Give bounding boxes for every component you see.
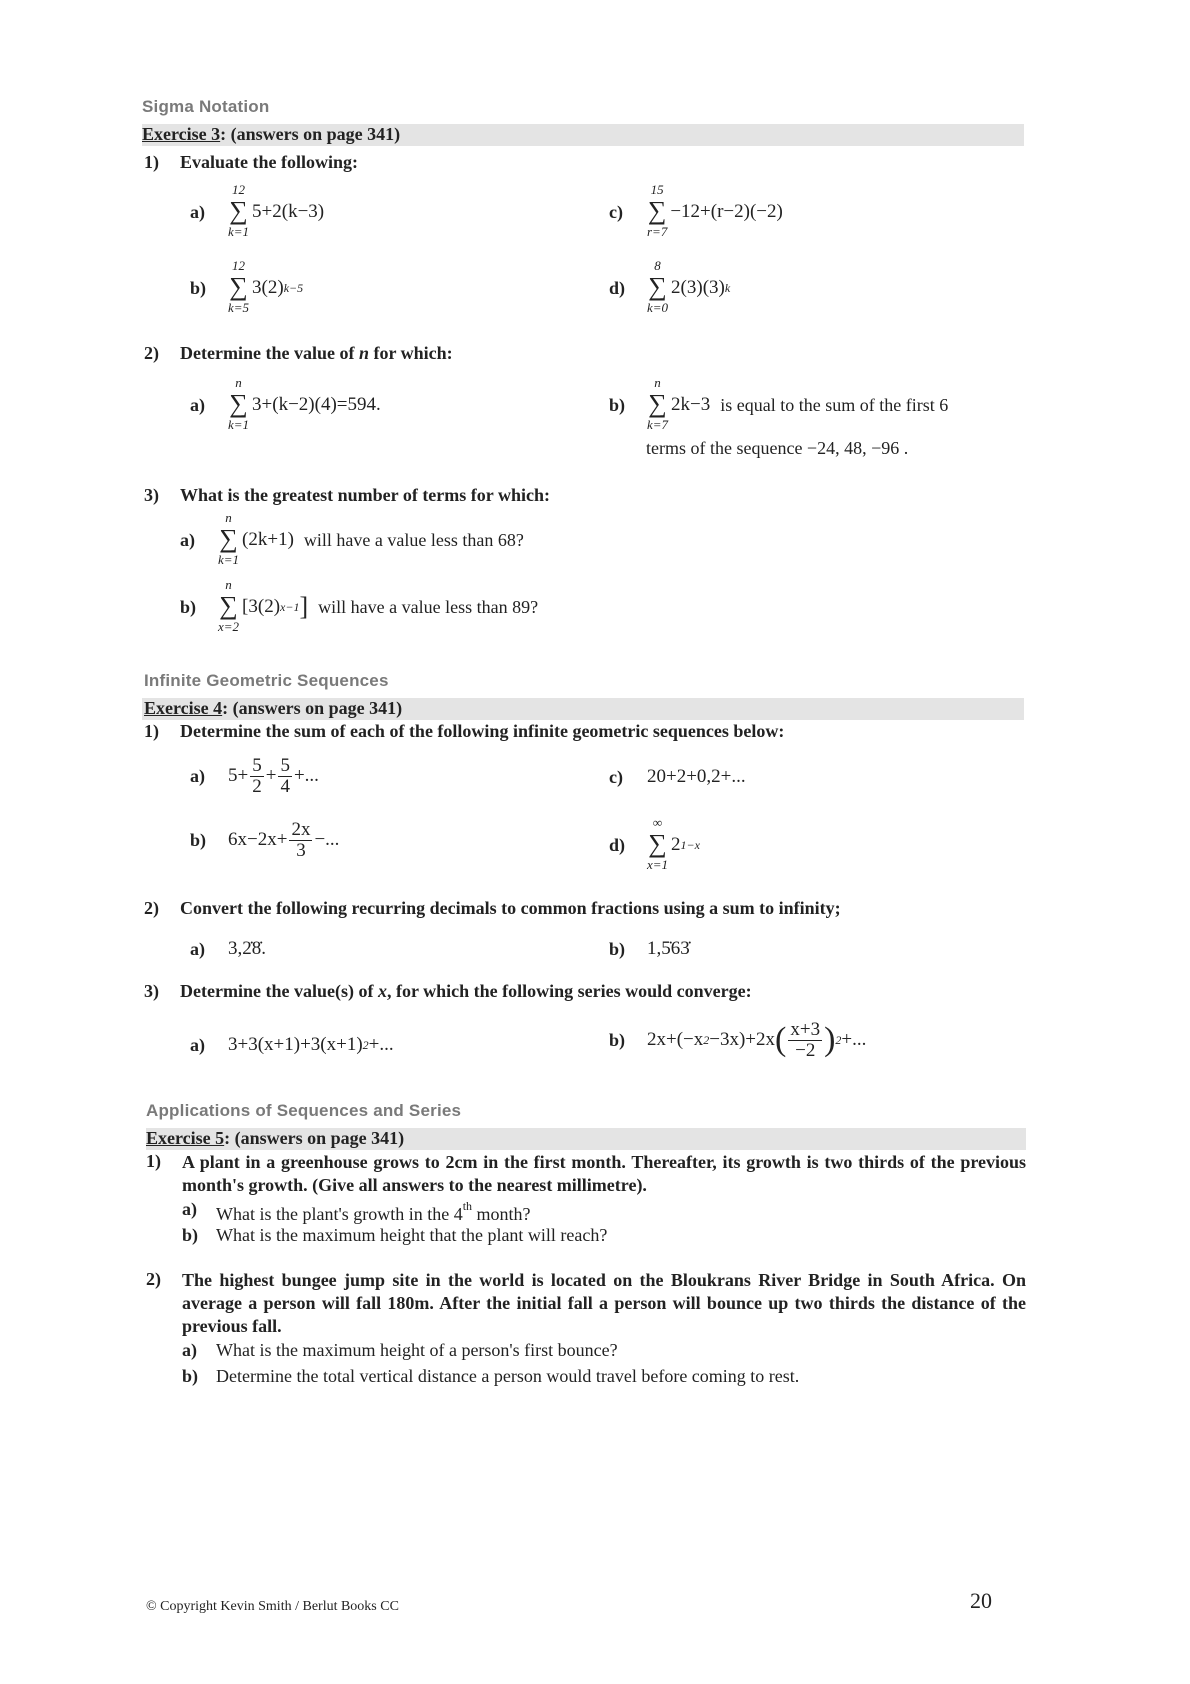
recurring-decimal: 1,5̇63̇ bbox=[647, 938, 690, 959]
sum-upper: n bbox=[225, 577, 232, 592]
exercise-label: Exercise 3 bbox=[142, 124, 221, 144]
exercise-label: Exercise 4 bbox=[144, 698, 223, 718]
exercise-suffix: : (answers on page 341) bbox=[220, 124, 401, 144]
expression: +... bbox=[368, 1034, 394, 1055]
question-3 bbox=[144, 981, 752, 1002]
item-text: What is the maximum height that the plant will reach? bbox=[216, 1225, 608, 1245]
item-a bbox=[190, 1034, 394, 1056]
sum-upper: ∞ bbox=[652, 815, 663, 830]
sum-upper: 12 bbox=[232, 258, 246, 273]
denominator: 2 bbox=[252, 775, 262, 797]
expression: 5+ bbox=[228, 765, 249, 787]
item-a bbox=[182, 1340, 618, 1361]
expression: 5+2(k−3) bbox=[252, 201, 325, 222]
item-b bbox=[609, 938, 690, 960]
sum-upper: 15 bbox=[650, 182, 664, 197]
sigma-sum bbox=[647, 376, 668, 434]
sigma-sum bbox=[228, 183, 249, 241]
item-b bbox=[182, 1366, 799, 1387]
expression: [3(2) bbox=[242, 596, 281, 617]
sum-upper: n bbox=[654, 375, 661, 390]
item-label: b) bbox=[609, 1029, 626, 1050]
expression: + bbox=[265, 765, 277, 787]
item-b bbox=[180, 578, 538, 636]
exponent: k−5 bbox=[283, 280, 304, 295]
exponent: x−1 bbox=[280, 599, 300, 614]
exercise-suffix: : (answers on page 341) bbox=[222, 698, 403, 718]
sum-upper: 8 bbox=[654, 258, 661, 273]
item-a bbox=[190, 183, 324, 241]
item-label: a) bbox=[190, 394, 205, 415]
item-text: What is the maximum height of a person's first bounce? bbox=[216, 1340, 618, 1360]
section-heading: Applications of Sequences and Series bbox=[146, 1101, 462, 1120]
question-1 bbox=[144, 152, 358, 173]
exponent: k bbox=[724, 280, 731, 295]
numerator: 5 bbox=[252, 755, 262, 776]
expression: −12+(r−2)(−2) bbox=[670, 201, 783, 222]
text: , for which the following series would converge: bbox=[386, 981, 752, 1001]
fraction bbox=[788, 1020, 822, 1061]
sum-lower: k=5 bbox=[228, 300, 250, 315]
bracket: ) bbox=[824, 1021, 836, 1059]
sigma-icon: ∑ bbox=[219, 591, 238, 620]
sigma-sum bbox=[218, 511, 239, 569]
text: for which: bbox=[368, 343, 453, 363]
item-text: is equal to the sum of the first 6 bbox=[720, 394, 949, 415]
item-b bbox=[190, 820, 339, 861]
exercise-title bbox=[142, 124, 400, 145]
question-number: 3) bbox=[144, 485, 159, 505]
item-text-continued: terms of the sequence −24, 48, −96 . bbox=[646, 438, 909, 458]
question-text bbox=[180, 981, 752, 1001]
recurring-decimal: 3,2̇8̇. bbox=[228, 938, 266, 959]
item-label: a) bbox=[190, 201, 205, 222]
text: month? bbox=[472, 1204, 531, 1224]
sum-lower: r=7 bbox=[647, 224, 668, 239]
variable: n bbox=[358, 343, 369, 363]
sum-lower: k=1 bbox=[228, 224, 250, 239]
page-number: 20 bbox=[970, 1588, 992, 1613]
text: What is the plant's growth in the 4 bbox=[216, 1204, 463, 1224]
sigma-sum bbox=[228, 259, 249, 317]
expression: 20+2+0,2+... bbox=[647, 766, 746, 787]
sum-upper: n bbox=[225, 510, 232, 525]
item-b bbox=[609, 376, 948, 434]
question-text: Convert the following recurring decimals to common fractions using a sum to infinity; bbox=[180, 898, 841, 918]
item-label: a) bbox=[182, 1340, 197, 1360]
sum-lower: k=7 bbox=[647, 417, 669, 432]
sigma-icon: ∑ bbox=[648, 829, 667, 858]
item-a bbox=[190, 376, 381, 434]
text: Determine the value of bbox=[180, 343, 359, 363]
text: Determine the value(s) of bbox=[180, 981, 378, 1001]
item-label: c) bbox=[609, 766, 623, 787]
question-2 bbox=[144, 343, 453, 364]
item-label: c) bbox=[609, 201, 623, 222]
sigma-icon: ∑ bbox=[647, 196, 667, 225]
expression: 2(3)(3) bbox=[671, 277, 725, 298]
item-b bbox=[609, 1020, 866, 1061]
item-label: b) bbox=[180, 596, 197, 617]
sigma-sum bbox=[228, 376, 249, 434]
variable: x bbox=[377, 981, 387, 1001]
item-label: a) bbox=[190, 938, 205, 959]
item-label: b) bbox=[609, 394, 626, 415]
item-d bbox=[609, 259, 730, 317]
numerator: 2x bbox=[291, 819, 311, 840]
exercise-label: Exercise 5 bbox=[146, 1128, 225, 1148]
sum-lower: x=2 bbox=[218, 619, 240, 634]
question-2 bbox=[144, 898, 841, 919]
exponent: 2 bbox=[703, 1032, 710, 1047]
item-label: b) bbox=[182, 1366, 199, 1386]
question-number: 2) bbox=[144, 898, 159, 918]
expression: 3+(k−2)(4)=594. bbox=[252, 394, 381, 415]
denominator: −2 bbox=[795, 1039, 816, 1061]
sigma-icon: ∑ bbox=[229, 272, 248, 301]
section-heading: Sigma Notation bbox=[142, 97, 270, 116]
question-2 bbox=[146, 1269, 1026, 1338]
superscript: th bbox=[462, 1199, 473, 1213]
question-1 bbox=[146, 1151, 1026, 1197]
question-1 bbox=[144, 721, 784, 742]
sum-upper: 12 bbox=[232, 182, 246, 197]
sigma-sum bbox=[647, 816, 668, 874]
item-label: b) bbox=[182, 1225, 199, 1245]
question-text: A plant in a greenhouse grows to 2cm in the first month. Thereafter, its growth is two thirds of the previous month's growth. (Give all answers to the nearest millimetre). bbox=[182, 1152, 1026, 1195]
question-text: The highest bungee jump site in the world is located on the Bloukrans River Bridge in South Africa. On average a person will fall 180m. After the initial fall a person will bounce up two thirds the distance of the previous fall. bbox=[182, 1270, 1026, 1336]
item-text: will have a value less than 68? bbox=[303, 529, 524, 550]
question-number: 1) bbox=[146, 1151, 161, 1171]
exponent: 1−x bbox=[680, 837, 700, 852]
question-text bbox=[180, 343, 453, 363]
sigma-sum bbox=[218, 578, 239, 636]
exercise-title bbox=[144, 698, 402, 719]
item-c bbox=[609, 766, 746, 788]
sum-upper: n bbox=[235, 375, 242, 390]
item-label: b) bbox=[609, 938, 626, 959]
numerator: x+3 bbox=[790, 1019, 821, 1040]
item-label: a) bbox=[180, 529, 195, 550]
question-3 bbox=[144, 485, 550, 506]
exponent: 2 bbox=[835, 1032, 842, 1047]
expression: −3x)+2x bbox=[709, 1029, 776, 1051]
denominator: 4 bbox=[280, 775, 290, 797]
expression: −... bbox=[314, 829, 340, 851]
expression: 3(2) bbox=[252, 277, 284, 298]
expression: 6x−2x+ bbox=[228, 829, 288, 851]
fraction bbox=[289, 820, 312, 861]
item-a bbox=[182, 1199, 531, 1225]
sum-lower: x=1 bbox=[647, 857, 669, 872]
sigma-icon: ∑ bbox=[648, 272, 667, 301]
bracket: ] bbox=[299, 592, 309, 621]
numerator: 5 bbox=[280, 755, 290, 776]
sigma-icon: ∑ bbox=[219, 524, 238, 553]
section-heading: Infinite Geometric Sequences bbox=[144, 671, 389, 690]
item-text bbox=[216, 1199, 531, 1225]
fraction bbox=[278, 756, 292, 797]
expression: 2x+(−x bbox=[647, 1029, 704, 1051]
item-label: d) bbox=[609, 834, 626, 855]
item-label: a) bbox=[182, 1199, 197, 1219]
item-a bbox=[180, 511, 524, 569]
question-text: Determine the sum of each of the following infinite geometric sequences below: bbox=[180, 721, 785, 741]
question-number: 2) bbox=[144, 343, 159, 363]
expression: +... bbox=[293, 765, 319, 787]
bracket: ( bbox=[775, 1021, 787, 1059]
expression: 3+3(x+1)+3(x+1) bbox=[228, 1034, 363, 1055]
exercise-title bbox=[146, 1128, 404, 1149]
sum-lower: k=1 bbox=[228, 417, 250, 432]
copyright: © Copyright Kevin Smith / Berlut Books CC bbox=[146, 1599, 399, 1614]
fraction bbox=[250, 756, 264, 797]
sigma-icon: ∑ bbox=[229, 389, 248, 418]
exercise-suffix: : (answers on page 341) bbox=[224, 1128, 405, 1148]
question-text: What is the greatest number of terms for which: bbox=[180, 485, 550, 505]
question-text: Evaluate the following: bbox=[180, 152, 358, 172]
question-number: 1) bbox=[144, 721, 159, 741]
sum-lower: k=0 bbox=[647, 300, 669, 315]
denominator: 3 bbox=[296, 839, 306, 861]
sigma-icon: ∑ bbox=[648, 389, 667, 418]
item-label: a) bbox=[190, 1034, 205, 1055]
expression: (2k+1) bbox=[242, 529, 294, 550]
question-number: 3) bbox=[144, 981, 159, 1001]
expression: 2k−3 bbox=[671, 394, 711, 415]
question-number: 1) bbox=[144, 152, 159, 172]
item-b bbox=[190, 259, 303, 317]
expression: 2 bbox=[671, 834, 681, 855]
exponent: 2 bbox=[362, 1037, 369, 1052]
sigma-sum bbox=[647, 183, 667, 241]
sigma-icon: ∑ bbox=[229, 196, 248, 225]
sigma-sum bbox=[647, 259, 668, 317]
item-d bbox=[609, 816, 700, 874]
item-a bbox=[190, 756, 319, 797]
item-label: b) bbox=[190, 829, 207, 850]
item-label: d) bbox=[609, 277, 626, 298]
item-text: will have a value less than 89? bbox=[318, 596, 539, 617]
item-text: Determine the total vertical distance a person would travel before coming to rest. bbox=[216, 1366, 800, 1386]
question-number: 2) bbox=[146, 1269, 161, 1289]
item-label: b) bbox=[190, 277, 207, 298]
item-b bbox=[182, 1225, 607, 1246]
sum-lower: k=1 bbox=[218, 552, 240, 567]
expression: +... bbox=[841, 1029, 867, 1051]
item-label: a) bbox=[190, 765, 205, 786]
item-c bbox=[609, 183, 783, 241]
item-a bbox=[190, 938, 266, 960]
